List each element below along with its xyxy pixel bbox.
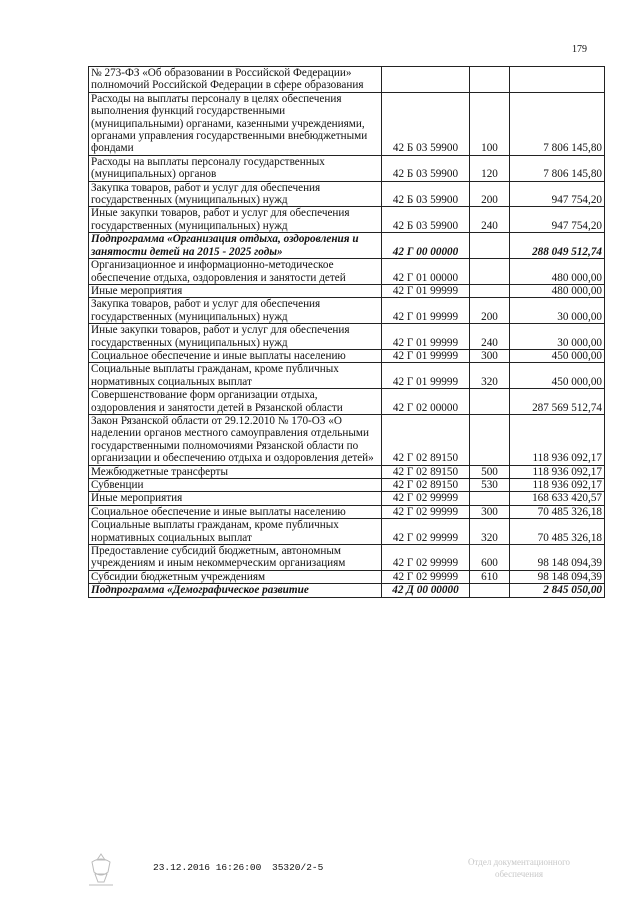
row-code: 42 Г 01 99999 xyxy=(382,363,470,389)
row-name: Организационное и информационно-методическое обеспечение отдыха, оздоровления и занятости детей xyxy=(89,259,382,285)
row-name: Подпрограмма «Демографическое развитие xyxy=(89,584,382,597)
row-code: 42 Б 03 59900 xyxy=(382,155,470,181)
row-code: 42 Г 01 99999 xyxy=(382,298,470,324)
row-code: 42 Д 00 00000 xyxy=(382,584,470,597)
row-expense-type: 500 xyxy=(470,465,510,478)
row-name: Субсидии бюджетным учреждениям xyxy=(89,570,382,583)
table-row xyxy=(89,584,605,597)
row-amount: 98 148 094,39 xyxy=(510,570,605,583)
row-code: 42 Б 03 59900 xyxy=(382,207,470,233)
row-name: Социальное обеспечение и иные выплаты населению xyxy=(89,505,382,518)
row-code: 42 Г 01 99999 xyxy=(382,284,470,297)
row-expense-type xyxy=(470,259,510,285)
row-code: 42 Г 02 99999 xyxy=(382,505,470,518)
row-expense-type xyxy=(470,284,510,297)
row-expense-type: 200 xyxy=(470,181,510,207)
row-expense-type: 120 xyxy=(470,155,510,181)
table-row xyxy=(89,259,605,285)
row-name: Предоставление субсидий бюджетным, автономным учреждениям и иным некоммерческим организациям xyxy=(89,545,382,571)
footer-document-id: 35320/2-5 xyxy=(272,862,324,873)
row-amount: 118 936 092,17 xyxy=(510,479,605,492)
row-expense-type: 610 xyxy=(470,570,510,583)
row-amount: 30 000,00 xyxy=(510,298,605,324)
table-row xyxy=(89,349,605,362)
row-code: 42 Г 00 00000 xyxy=(382,233,470,259)
row-amount: 70 485 326,18 xyxy=(510,505,605,518)
row-name: Иные мероприятия xyxy=(89,284,382,297)
row-amount: 947 754,20 xyxy=(510,207,605,233)
row-name: Расходы на выплаты персоналу государственных (муниципальных) органов xyxy=(89,155,382,181)
table-row xyxy=(89,363,605,389)
table-row xyxy=(89,465,605,478)
row-expense-type xyxy=(470,233,510,259)
row-code: 42 Б 03 59900 xyxy=(382,92,470,155)
table-row xyxy=(89,505,605,518)
row-name: Закупка товаров, работ и услуг для обеспечения государственных (муниципальных) нужд xyxy=(89,298,382,324)
row-expense-type: 530 xyxy=(470,479,510,492)
table-row xyxy=(89,479,605,492)
row-code: 42 Г 02 99999 xyxy=(382,519,470,545)
table-row xyxy=(89,155,605,181)
row-amount xyxy=(510,67,605,93)
row-name: Межбюджетные трансферты xyxy=(89,465,382,478)
row-code: 42 Г 02 89150 xyxy=(382,479,470,492)
row-amount: 30 000,00 xyxy=(510,324,605,350)
table-row xyxy=(89,389,605,415)
row-name: № 273-ФЗ «Об образовании в Российской Федерации» полномочий Российской Федерации в сфере образования xyxy=(89,67,382,93)
row-name: Иные закупки товаров, работ и услуг для обеспечения государственных (муниципальных) нужд xyxy=(89,324,382,350)
row-expense-type: 600 xyxy=(470,545,510,571)
row-expense-type xyxy=(470,414,510,465)
row-expense-type: 300 xyxy=(470,349,510,362)
row-amount: 7 806 145,80 xyxy=(510,92,605,155)
table-row xyxy=(89,570,605,583)
emblem-icon xyxy=(84,852,118,888)
row-code: 42 Г 02 89150 xyxy=(382,465,470,478)
row-name: Субвенции xyxy=(89,479,382,492)
row-amount: 480 000,00 xyxy=(510,259,605,285)
row-code: 42 Г 02 00000 xyxy=(382,389,470,415)
row-code xyxy=(382,67,470,93)
watermark-stamp: Отдел документационного обеспечения xyxy=(467,857,571,879)
row-name: Расходы на выплаты персоналу в целях обеспечения выполнения функций государственными (муниципальными) органами, казенными учреждениями, органами управления государственными внебюджетными фондами xyxy=(89,92,382,155)
table-row xyxy=(89,92,605,155)
row-amount: 288 049 512,74 xyxy=(510,233,605,259)
row-amount: 118 936 092,17 xyxy=(510,414,605,465)
table-row xyxy=(89,519,605,545)
row-expense-type: 200 xyxy=(470,298,510,324)
row-expense-type: 240 xyxy=(470,207,510,233)
table-row xyxy=(89,324,605,350)
table-row xyxy=(89,181,605,207)
row-expense-type: 100 xyxy=(470,92,510,155)
row-name: Закон Рязанской области от 29.12.2010 № 170-ОЗ «О наделении органов местного самоуправления отдельными государственными полномочиями Рязанской области по организации и обеспечению отдыха и оздоровления детей» xyxy=(89,414,382,465)
row-code: 42 Г 02 99999 xyxy=(382,492,470,505)
row-code: 42 Г 01 99999 xyxy=(382,324,470,350)
row-amount: 7 806 145,80 xyxy=(510,155,605,181)
row-amount: 118 936 092,17 xyxy=(510,465,605,478)
row-code: 42 Г 02 89150 xyxy=(382,414,470,465)
table-row xyxy=(89,492,605,505)
row-name: Совершенствование форм организации отдыха, оздоровления и занятости детей в Рязанской области xyxy=(89,389,382,415)
row-name: Социальное обеспечение и иные выплаты населению xyxy=(89,349,382,362)
row-amount: 480 000,00 xyxy=(510,284,605,297)
budget-table xyxy=(88,66,605,598)
table-row xyxy=(89,545,605,571)
page-number: 179 xyxy=(572,44,587,55)
row-amount: 450 000,00 xyxy=(510,363,605,389)
row-expense-type: 320 xyxy=(470,363,510,389)
table-row xyxy=(89,233,605,259)
row-expense-type xyxy=(470,389,510,415)
row-amount: 168 633 420,57 xyxy=(510,492,605,505)
row-code: 42 Г 02 99999 xyxy=(382,570,470,583)
table-row xyxy=(89,298,605,324)
row-name: Социальные выплаты гражданам, кроме публичных нормативных социальных выплат xyxy=(89,519,382,545)
row-expense-type xyxy=(470,492,510,505)
table-row xyxy=(89,414,605,465)
footer-timestamp: 23.12.2016 16:26:00 xyxy=(153,862,262,873)
row-name: Подпрограмма «Организация отдыха, оздоровления и занятости детей на 2015 - 2025 годы» xyxy=(89,233,382,259)
table-row xyxy=(89,284,605,297)
row-code: 42 Г 01 00000 xyxy=(382,259,470,285)
row-code: 42 Г 01 99999 xyxy=(382,349,470,362)
row-code: 42 Г 02 99999 xyxy=(382,545,470,571)
row-code: 42 Б 03 59900 xyxy=(382,181,470,207)
row-amount: 98 148 094,39 xyxy=(510,545,605,571)
row-expense-type: 240 xyxy=(470,324,510,350)
row-amount: 450 000,00 xyxy=(510,349,605,362)
row-amount: 70 485 326,18 xyxy=(510,519,605,545)
row-name: Иные мероприятия xyxy=(89,492,382,505)
table-row xyxy=(89,67,605,93)
row-name: Социальные выплаты гражданам, кроме публичных нормативных социальных выплат xyxy=(89,363,382,389)
row-expense-type: 300 xyxy=(470,505,510,518)
row-name: Закупка товаров, работ и услуг для обеспечения государственных (муниципальных) нужд xyxy=(89,181,382,207)
row-amount: 287 569 512,74 xyxy=(510,389,605,415)
row-amount: 947 754,20 xyxy=(510,181,605,207)
row-expense-type xyxy=(470,67,510,93)
row-expense-type xyxy=(470,584,510,597)
row-amount: 2 845 050,00 xyxy=(510,584,605,597)
table-row xyxy=(89,207,605,233)
row-expense-type: 320 xyxy=(470,519,510,545)
row-name: Иные закупки товаров, работ и услуг для обеспечения государственных (муниципальных) нужд xyxy=(89,207,382,233)
